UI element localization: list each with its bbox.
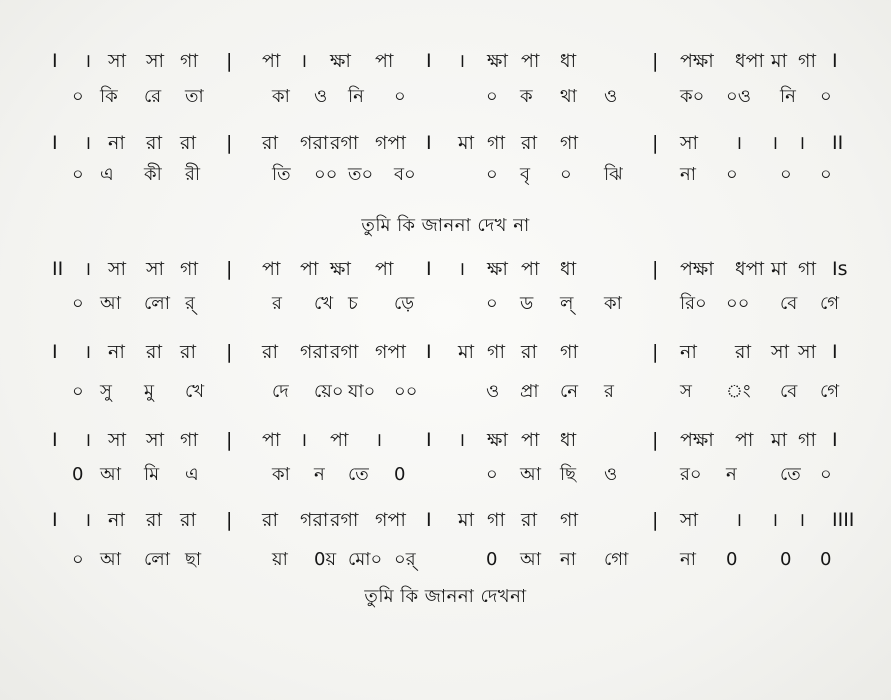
note-token: |	[226, 258, 233, 280]
lyric-syllable: সু	[100, 381, 112, 402]
lyric-row	[0, 377, 891, 407]
note-token: গরা	[300, 132, 329, 154]
lyric-syllable: 0	[780, 549, 792, 570]
note-token: পক্ষা	[680, 429, 714, 451]
lyric-syllable: প্রা	[520, 381, 539, 402]
lyric-syllable: ০০	[394, 381, 418, 402]
note-token: ক্ষা	[487, 50, 508, 72]
lyric-syllable: যা০	[348, 381, 376, 402]
lyric-syllable: র০	[680, 464, 702, 485]
lyric-syllable: ন	[314, 464, 325, 485]
lyric-syllable: কা	[272, 464, 290, 485]
lyric-syllable: তে	[348, 464, 369, 485]
note-token: না	[108, 509, 125, 531]
note-token: পা	[262, 429, 281, 451]
note-token: পা	[375, 258, 394, 280]
lyric-syllable: কা	[272, 86, 290, 107]
note-token: ।	[84, 50, 92, 72]
note-token: পা	[521, 50, 540, 72]
lyric-syllable: খে	[185, 381, 205, 402]
swaralipi-row	[0, 505, 891, 535]
note-token: রগা	[330, 132, 359, 154]
lyric-syllable: ০	[726, 164, 738, 185]
note-token: রা	[180, 341, 196, 363]
note-token: I	[832, 429, 838, 451]
lyric-row	[0, 160, 891, 190]
note-token: I	[52, 429, 58, 451]
lyric-row	[0, 545, 891, 575]
lyric-syllable: আ	[520, 464, 541, 485]
lyric-syllable: য়ে০	[314, 381, 344, 402]
note-token: পা	[300, 258, 319, 280]
note-token: সা	[680, 132, 699, 154]
lyric-syllable: ল্	[560, 293, 574, 314]
note-token: গা	[798, 429, 816, 451]
note-token: সা	[680, 509, 699, 531]
lyric-row	[0, 289, 891, 319]
note-token: ।	[84, 341, 92, 363]
note-token: রা	[180, 132, 196, 154]
lyric-syllable: বে	[780, 293, 798, 314]
note-token: I	[832, 50, 838, 72]
lyric-syllable: নি	[780, 86, 796, 107]
lyric-syllable: ছি	[560, 464, 577, 485]
note-token: রগা	[330, 341, 359, 363]
lyric-syllable: আ	[100, 293, 121, 314]
note-token: গা	[560, 341, 578, 363]
note-token: |	[226, 429, 233, 451]
note-token: সা	[146, 258, 165, 280]
lyric-syllable: 0	[72, 464, 84, 485]
note-token: I	[52, 509, 58, 531]
note-token: পা	[521, 258, 540, 280]
lyric-syllable: ঝি	[604, 164, 623, 185]
note-token: I	[52, 341, 58, 363]
lyric-syllable: চ	[348, 293, 358, 314]
note-token: I	[426, 50, 432, 72]
lyric-syllable: মো০	[348, 549, 383, 570]
lyric-syllable: ০ও	[726, 86, 751, 107]
note-token: |	[226, 509, 233, 531]
lyric-syllable: ড	[520, 293, 534, 314]
lyric-syllable: ০	[780, 164, 792, 185]
note-token: পক্ষা	[680, 50, 714, 72]
lyric-syllable: র	[272, 293, 282, 314]
note-token: গপা	[375, 341, 406, 363]
lyric-syllable: ০	[486, 464, 498, 485]
note-token: পা	[375, 50, 394, 72]
lyric-syllable: ও	[486, 381, 500, 402]
note-token: ।	[458, 258, 466, 280]
note-token: সা	[146, 50, 165, 72]
lyric-row	[0, 460, 891, 490]
lyric-syllable: ০	[72, 381, 84, 402]
note-token: না	[680, 341, 697, 363]
note-token: ধা	[560, 429, 577, 451]
lyric-syllable: আ	[100, 464, 121, 485]
note-token: গা	[560, 509, 578, 531]
note-token: মা	[771, 429, 788, 451]
note-token: গরা	[300, 509, 329, 531]
note-token: মা	[458, 341, 475, 363]
note-token: গা	[180, 429, 198, 451]
lyric-syllable: না	[680, 549, 696, 570]
note-token: ধা	[560, 258, 577, 280]
note-token: মা	[458, 509, 475, 531]
note-token: I	[426, 258, 432, 280]
note-token: ।	[771, 132, 779, 154]
lyric-syllable: ০	[820, 86, 832, 107]
lyric-syllable: ০	[72, 549, 84, 570]
note-token: |	[652, 509, 659, 531]
note-token: পা	[735, 429, 754, 451]
lyric-syllable: ও	[604, 464, 618, 485]
note-token: IIII	[832, 509, 855, 531]
note-token: ধপা	[735, 258, 765, 280]
note-token: ।	[300, 50, 308, 72]
note-token: মা	[771, 258, 788, 280]
note-token: ।	[798, 132, 806, 154]
note-token: ।	[458, 50, 466, 72]
swaralipi-row	[0, 425, 891, 455]
lyric-syllable: ০	[72, 86, 84, 107]
note-token: রা	[146, 509, 162, 531]
lyric-syllable: ০	[72, 164, 84, 185]
note-token: ধপা	[735, 50, 765, 72]
note-token: সা	[108, 429, 127, 451]
note-token: II	[52, 258, 64, 280]
lyric-syllable: থা	[560, 86, 577, 107]
lyric-syllable: মু	[144, 381, 154, 402]
lyric-syllable: গে	[820, 381, 840, 402]
lyric-syllable: রি০	[680, 293, 707, 314]
note-token: ক্ষা	[487, 429, 508, 451]
note-token: না	[108, 341, 125, 363]
note-token: রা	[146, 341, 162, 363]
note-token: ।	[84, 258, 92, 280]
swaralipi-row	[0, 254, 891, 284]
note-token: পা	[521, 429, 540, 451]
note-token: না	[108, 132, 125, 154]
note-token: রা	[262, 509, 278, 531]
note-token: পা	[262, 50, 281, 72]
lyric-syllable: র	[604, 381, 614, 402]
lyric-syllable: গে	[820, 293, 840, 314]
lyric-syllable: ০	[486, 293, 498, 314]
lyric-syllable: ০	[72, 293, 84, 314]
note-token: রা	[735, 341, 751, 363]
song-caption-1: তুমি কি জাননা দেখ না	[361, 215, 530, 236]
note-token: সা	[108, 50, 127, 72]
note-token: গা	[487, 132, 505, 154]
lyric-syllable: না	[680, 164, 696, 185]
note-token: I	[832, 341, 838, 363]
note-token: |	[652, 50, 659, 72]
note-token: |	[652, 132, 659, 154]
lyric-syllable: গো	[604, 549, 629, 570]
lyric-syllable: 0	[394, 464, 406, 485]
note-token: |	[652, 341, 659, 363]
lyric-syllable: ০	[486, 164, 498, 185]
note-token: ।	[771, 509, 779, 531]
note-token: II	[832, 132, 844, 154]
lyric-syllable: এ	[185, 464, 199, 485]
lyric-syllable: কী	[144, 164, 162, 185]
note-token: গা	[180, 258, 198, 280]
note-token: Is	[832, 258, 848, 280]
lyric-syllable: ং	[726, 381, 751, 402]
lyric-syllable: ০০	[726, 293, 750, 314]
lyric-syllable: ন	[726, 464, 737, 485]
lyric-syllable: 0	[486, 549, 498, 570]
note-token: ।	[84, 509, 92, 531]
note-token: পা	[330, 429, 349, 451]
lyric-syllable: না	[560, 549, 576, 570]
lyric-syllable: 0	[820, 549, 832, 570]
note-token: I	[426, 429, 432, 451]
lyric-syllable: ০	[820, 164, 832, 185]
lyric-syllable: 0	[726, 549, 738, 570]
swaralipi-row	[0, 46, 891, 76]
lyric-syllable: নে	[560, 381, 579, 402]
lyric-syllable: ০	[560, 164, 572, 185]
note-token: গা	[560, 132, 578, 154]
note-token: ।	[300, 429, 308, 451]
note-token: |	[226, 341, 233, 363]
note-token: I	[426, 341, 432, 363]
lyric-syllable: ও	[314, 86, 328, 107]
lyric-syllable: য়া	[272, 549, 288, 570]
lyric-syllable: বে	[780, 381, 798, 402]
lyric-syllable: তি	[272, 164, 291, 185]
note-token: সা	[771, 341, 790, 363]
note-token: |	[226, 132, 233, 154]
note-token: সা	[798, 341, 817, 363]
note-token: ।	[735, 132, 743, 154]
note-token: রা	[521, 509, 537, 531]
lyric-syllable: লো	[144, 293, 170, 314]
note-token: ।	[458, 429, 466, 451]
note-token: মা	[458, 132, 475, 154]
lyric-syllable: লো	[144, 549, 170, 570]
note-token: গা	[487, 509, 505, 531]
lyric-syllable: ক০	[680, 86, 705, 107]
note-token: ।	[84, 132, 92, 154]
note-token: ধা	[560, 50, 577, 72]
note-token: রা	[262, 132, 278, 154]
note-token: গা	[798, 50, 816, 72]
note-token: |	[652, 258, 659, 280]
lyric-syllable: কা	[604, 293, 622, 314]
lyric-syllable: রী	[185, 164, 201, 185]
note-token: ক্ষা	[487, 258, 508, 280]
note-token: গা	[798, 258, 816, 280]
note-token: ক্ষা	[330, 258, 351, 280]
note-token: |	[226, 50, 233, 72]
note-token: গরা	[300, 341, 329, 363]
lyric-syllable: তে	[780, 464, 801, 485]
lyric-syllable: ছা	[185, 549, 202, 570]
note-token: গা	[180, 50, 198, 72]
note-token: ক্ষা	[330, 50, 351, 72]
note-token: সা	[108, 258, 127, 280]
note-token: গপা	[375, 509, 406, 531]
lyric-syllable: ০০	[314, 164, 338, 185]
lyric-syllable: স	[680, 381, 692, 402]
note-token: সা	[146, 429, 165, 451]
lyric-syllable: আ	[520, 549, 541, 570]
note-token: I	[52, 50, 58, 72]
note-token: গা	[487, 341, 505, 363]
note-token: মা	[771, 50, 788, 72]
lyric-syllable: ড়ে	[394, 293, 415, 314]
note-token: ।	[798, 509, 806, 531]
note-token: I	[52, 132, 58, 154]
lyric-syllable: রে	[144, 86, 162, 107]
note-token: ।	[375, 429, 383, 451]
note-token: রা	[146, 132, 162, 154]
note-token: গপা	[375, 132, 406, 154]
swaralipi-row	[0, 337, 891, 367]
lyric-syllable: ত০	[348, 164, 374, 185]
note-token: রা	[521, 132, 537, 154]
note-token: |	[652, 429, 659, 451]
lyric-syllable: ও	[604, 86, 618, 107]
lyric-syllable: দে	[272, 381, 289, 402]
lyric-syllable: ক	[520, 86, 533, 107]
note-token: ।	[735, 509, 743, 531]
lyric-syllable: তা	[185, 86, 204, 107]
lyric-syllable: এ	[100, 164, 114, 185]
note-token: ।	[84, 429, 92, 451]
lyric-syllable: বৃ	[520, 164, 531, 185]
note-token: I	[426, 509, 432, 531]
lyric-syllable: ০	[486, 86, 498, 107]
lyric-syllable: ব০	[394, 164, 416, 185]
note-token: রা	[180, 509, 196, 531]
lyric-syllable: আ	[100, 549, 121, 570]
note-token: পা	[262, 258, 281, 280]
lyric-syllable: মি	[144, 464, 160, 485]
note-token: রা	[521, 341, 537, 363]
lyric-syllable: নি	[348, 86, 364, 107]
swaralipi-row	[0, 128, 891, 158]
lyric-syllable: ০র্	[394, 549, 416, 570]
song-caption-2: তুমি কি জাননা দেখনা	[364, 586, 527, 607]
lyric-syllable: ০	[394, 86, 406, 107]
lyric-syllable: র্	[185, 293, 195, 314]
lyric-syllable: কি	[100, 86, 118, 107]
note-token: রা	[262, 341, 278, 363]
lyric-syllable: ০	[820, 464, 832, 485]
lyric-syllable: খে	[314, 293, 334, 314]
note-token: রগা	[330, 509, 359, 531]
lyric-syllable: 0য়	[314, 549, 337, 570]
note-token: I	[426, 132, 432, 154]
lyric-row	[0, 82, 891, 112]
note-token: পক্ষা	[680, 258, 714, 280]
